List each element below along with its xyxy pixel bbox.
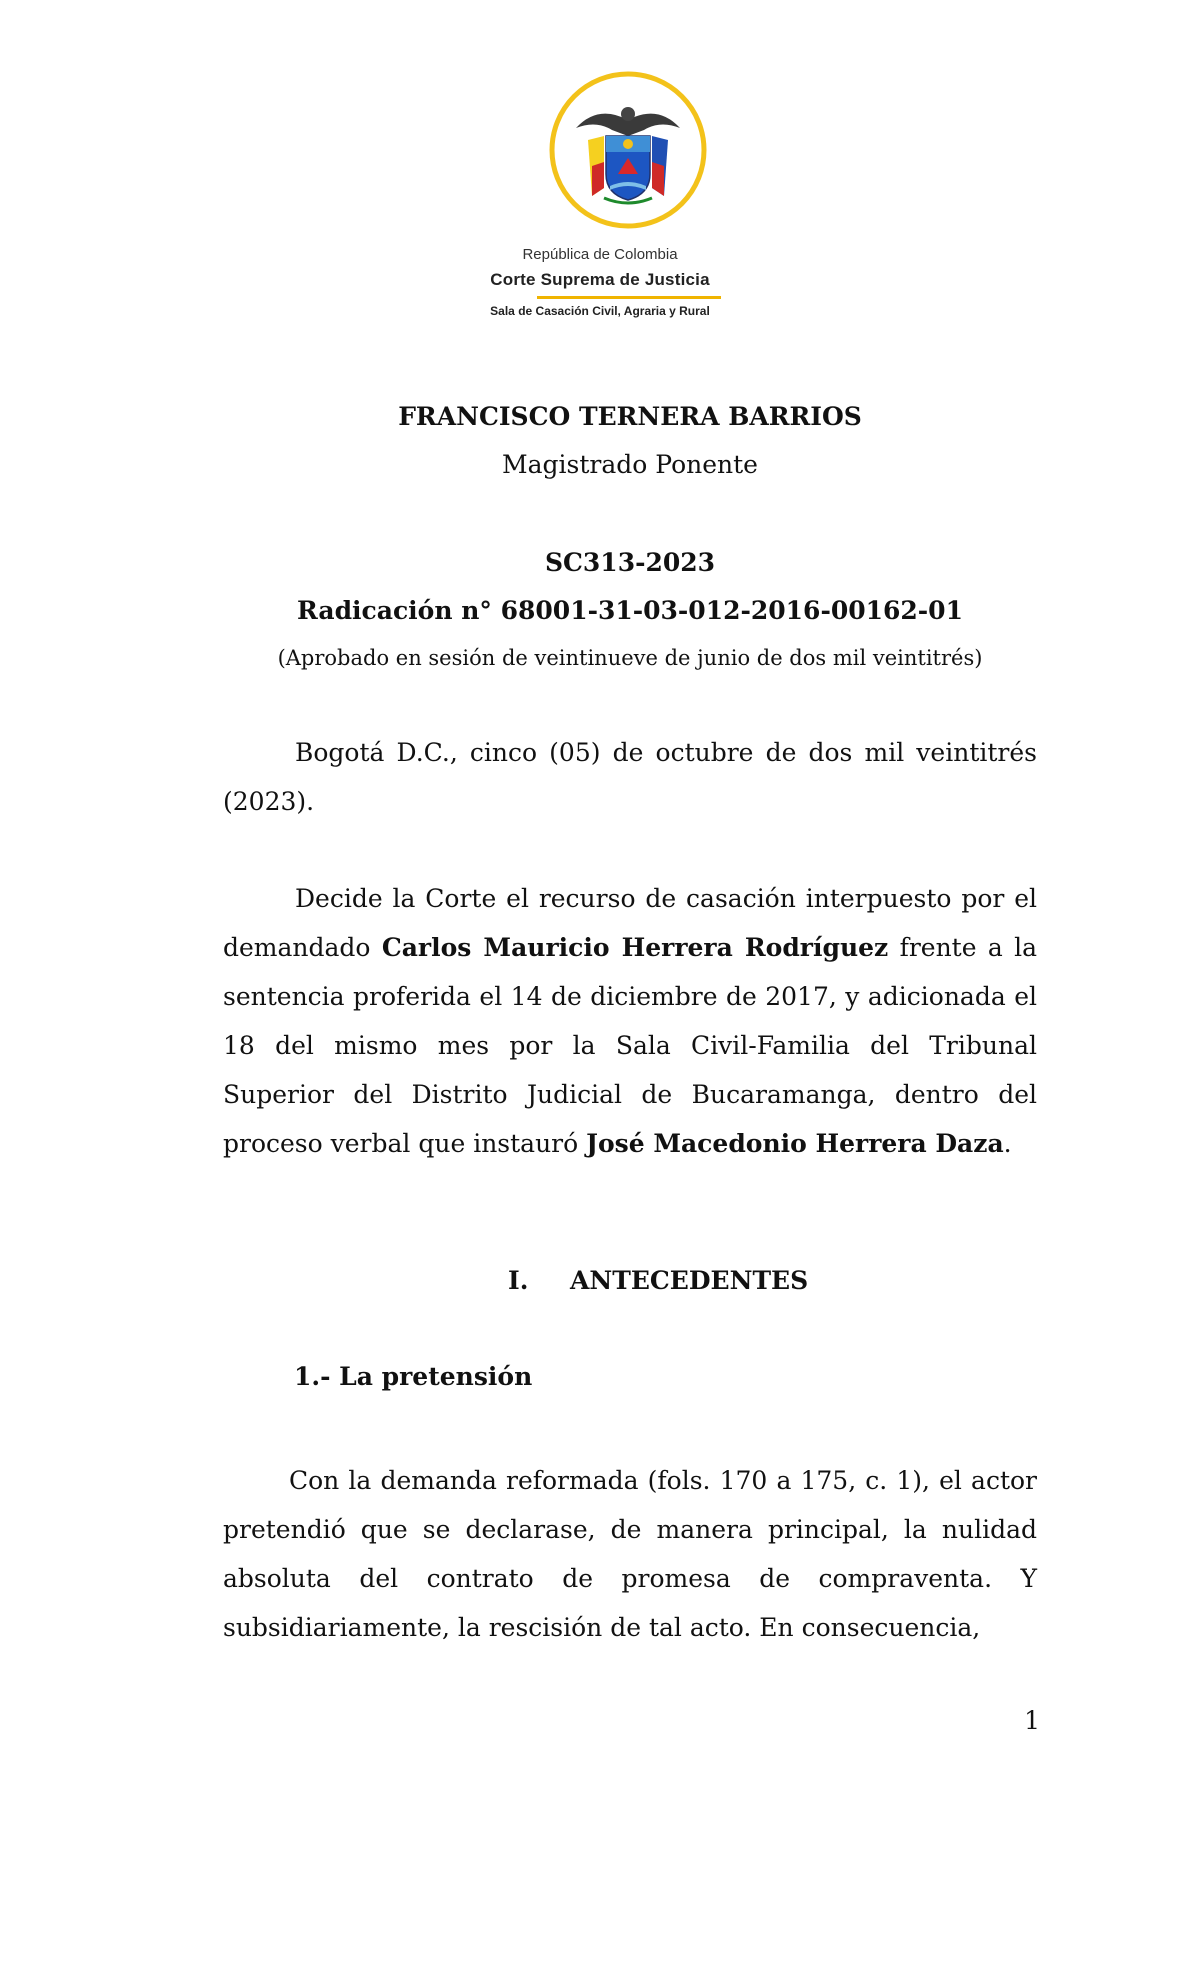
magistrate-name: FRANCISCO TERNERA BARRIOS bbox=[398, 402, 862, 431]
date-paragraph: Bogotá D.C., cinco (05) de octubre de dos mil veintitrés (2023). bbox=[223, 738, 1037, 816]
decision-text-3: . bbox=[1003, 1129, 1012, 1158]
decision-paragraph bbox=[223, 874, 1037, 1168]
case-radicacion: Radicación n° 68001-31-03-012-2016-00162-01 bbox=[297, 596, 963, 625]
court-seal bbox=[548, 70, 708, 230]
magistrate-role: Magistrado Ponente bbox=[502, 450, 758, 479]
case-code: SC313-2023 bbox=[544, 548, 716, 577]
claim-paragraph: Con la demanda reformada (fols. 170 a 175, c. 1), el actor pretendió que se declarase, de manera principal, la nulidad absoluta del contrato de promesa de compraventa. Y subsidiariamente, la rescisión de tal acto. En consecuencia, bbox=[223, 1466, 1037, 1642]
approval-note: (Aprobado en sesión de veintinueve de junio de dos mil veintitrés) bbox=[277, 646, 983, 670]
decision-text-2: frente a la sentencia proferida el 14 de diciembre de 2017, y adicionada el 18 del mismo mes por la Sala Civil-Familia del Tribunal Superior del Distrito Judicial de Bucaramanga, dentro del proceso verbal que instauró bbox=[223, 933, 1037, 1158]
header-divider bbox=[537, 296, 721, 299]
country-label: República de Colombia bbox=[522, 246, 678, 263]
court-name: Corte Suprema de Justicia bbox=[490, 270, 710, 289]
plaintiff-name: José Macedonio Herrera Daza bbox=[586, 1129, 1004, 1158]
page-number: 1 bbox=[1024, 1706, 1040, 1735]
subsection-heading: 1.- La pretensión bbox=[294, 1362, 533, 1391]
defendant-name: Carlos Mauricio Herrera Rodríguez bbox=[381, 933, 889, 962]
section-heading bbox=[508, 1266, 808, 1295]
section-number: I. bbox=[508, 1266, 529, 1295]
coat-of-arms-icon bbox=[548, 70, 708, 230]
chamber-name: Sala de Casación Civil, Agraria y Rural bbox=[490, 304, 710, 318]
decision-text-1: Decide la Corte el recurso de casación interpuesto por el demandado bbox=[223, 884, 1037, 962]
section-title: ANTECEDENTES bbox=[570, 1266, 809, 1295]
